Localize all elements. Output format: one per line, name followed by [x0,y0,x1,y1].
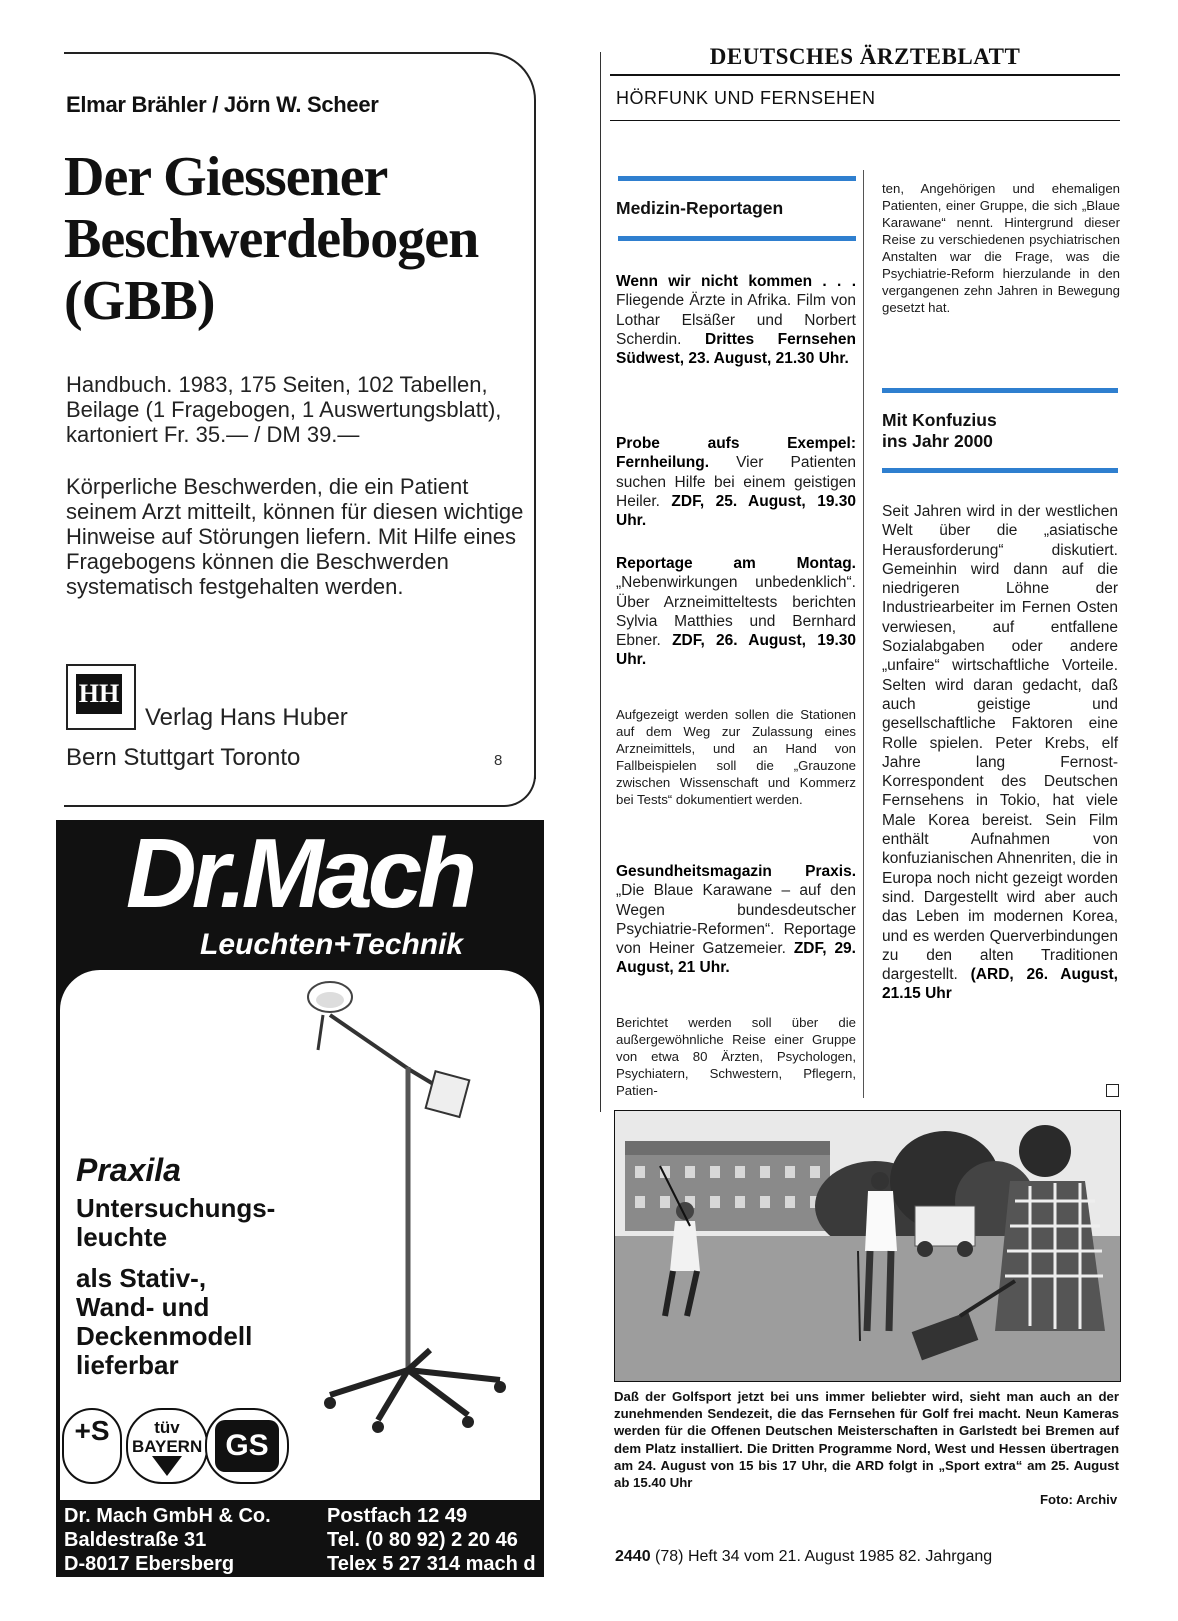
listing-title: Gesundheitsmagazin Praxis. [616,863,856,880]
listing-text: Fliegende Ärzte in Afrika. Film von Lothar Elsäßer und Norbert Scherdin. [616,292,856,348]
contact-line: Telex 5 27 314 mach d [327,1553,536,1575]
publisher-logo [66,664,136,730]
listing-schedule: ZDF, 29. August, 21 Uhr. [616,940,856,977]
safety-mark-icon [62,1408,122,1484]
page-footer [615,1548,992,1566]
book-specs: Handbuch. 1983, 175 Seiten, 102 Tabellen, Beilage (1 Fragebogen, 1 Auswertungsblatt), kartoniert Fr. 35.— / DM 39.— [66,372,502,447]
end-mark-icon [1106,1084,1119,1097]
feature-article [882,502,1118,1004]
column-heading [882,410,997,452]
product-availability [76,1264,336,1380]
listing-note: Berichtet werden soll über die außergewöhnliche Reise einer Gruppe von etwa 80 Ärzten, Psychologen, Psychiatern, Schwestern, Pflegern, Patien- [616,1015,856,1098]
listing-title: Wenn wir nicht kommen . . . [616,273,856,290]
masthead-rule [610,74,1120,76]
heading-rule [882,468,1118,473]
listing-text: „Die Blaue Karawane – auf den Wegen bundesdeutscher Psychiatrie-Reformen“. Reportage von Heiner Gatzemeier. [616,882,856,958]
section-label: HÖRFUNK UND FERNSEHEN [616,88,876,108]
tuv-triangle-icon [152,1456,182,1476]
page-divider [600,52,601,1112]
issue-info: (78) Heft 34 vom 21. August 1985 82. Jahrgang [650,1548,993,1565]
section-rule [610,120,1120,121]
listing-text: „Nebenwirkungen unbedenklich“. Über Arzneimitteltests berichten Sylvia Matthies und Bernhard Ebner. [616,574,856,650]
product-name: Praxila [76,1152,181,1188]
book-title-line: Beschwerdebogen [64,208,479,270]
heading-rule [618,236,856,241]
golf-photo [614,1110,1121,1382]
listing-text: Vier Patienten suchen Hilfe bei einem geistigen Heiler. [616,454,856,510]
book-authors: Elmar Brähler / Jörn W. Scheer [66,92,379,117]
book-description: Körperliche Beschwerden, die ein Patient seinem Arzt mitteilt, können für diesen wichtige Hinweise auf Störungen liefern. Mit Hilfe eines Fragebogens können die Beschwerden systematisch festgehalten werden. [66,474,524,599]
product-line: Untersuchungs- [76,1193,276,1223]
product-line: Deckenmodell [76,1321,253,1351]
listing-item [616,554,856,670]
mach-subtitle: Leuchten+Technik [200,928,464,961]
product-line: leuchte [76,1222,168,1252]
article-text: Seit Jahren wird in der westlichen Welt über die „asiatische Herausforderung“ diskutiert. Gemeinhin wird dann auf die niedrigeren Löhne der Industriearbeiter im Fernen Osten verwiesen, auf entfallene Sozialabgaben oder andere „unfaire“ wirtschaftliche Vorteile. Selten wird daran gedacht, daß auch geistige und gesellschaftliche Faktoren eine Rolle spielen. Peter Krebs, elf Jahre lang Fernost-Korrespondent des Deutschen Fernsehens in Tokio, hat viele Male Korea bereist. Sein Film enthält Aufnahmen von konfuzianischen Ahnenriten, die in Europa noch nicht gezeigt worden sind. Dargestellt wird aber auch das Leben im modernen Korea, und es werden Querverbindungen zu den alten Traditionen dargestellt. [882,503,1118,984]
publisher-name: Verlag Hans Huber [145,704,348,731]
mach-contact-info [327,1504,536,1576]
cert-label: +S [74,1415,110,1446]
photo-caption: Daß der Golfsport jetzt bei uns immer beliebter wird, sieht man auch an der zunehmenden Sendezeit, die das Fernsehen für Golf frei macht. Neun Kameras werden für die Offenen Deutschen Meisterschaften in Garlstedt bei Bremen auf dem Platz installiert. Die Dritten Programme Nord, West und Hessen übertragen am 24. August von 15 bis 17 Uhr, die ARD folgt in „Sport extra“ am 25. August ab 15.40 Uhr [614,1389,1119,1491]
product-line: lieferbar [76,1350,179,1380]
product-line: als Stativ-, [76,1263,207,1293]
heading-rule [882,388,1118,393]
listing-note: Aufgezeigt werden sollen die Stationen auf dem Weg zur Zulassung eines Arzneimittels, und an Hand von Fallbeispielen soll die „Grauzone zwischen Wissenschaft und Kommerz bei Tests“ dokumentiert werden. [616,707,856,807]
address-line: Dr. Mach GmbH & Co. [64,1505,271,1527]
product-line: Wand- und [76,1292,210,1322]
mach-company-address [64,1504,271,1576]
listing-title: Probe aufs Exempel: Fernheilung. [616,435,856,472]
mach-brand: Dr.Mach [125,818,473,928]
listing-item [616,272,856,368]
golf-scene-image [615,1111,1120,1381]
tuv-seal-icon [126,1408,208,1484]
publisher-cities: Bern Stuttgart Toronto [66,744,301,771]
address-line: Baldestraße 31 [64,1529,207,1551]
book-title-line: (GBB) [64,270,215,332]
product-description [76,1194,336,1252]
listing-item [616,862,856,978]
column-heading: Medizin-Reportagen [616,198,784,218]
book-title-line: Der Giessener [64,146,388,208]
listing-schedule: ZDF, 26. August, 19.30 Uhr. [616,632,856,669]
photo-credit: Foto: Archiv [1040,1492,1118,1507]
address-line: D-8017 Ebersberg [64,1553,235,1575]
listing-schedule: ZDF, 25. August, 19.30 Uhr. [616,492,856,530]
heading-rule [618,176,856,181]
heading-line: ins Jahr 2000 [882,431,993,451]
masthead: DEUTSCHES ÄRZTEBLATT [709,44,1021,69]
column-divider [863,170,864,1098]
cert-label: GS [215,1420,279,1472]
cert-label: tüv BAYERN [132,1418,203,1456]
heading-line: Mit Konfuzius [882,410,997,430]
contact-line: Tel. (0 80 92) 2 20 46 [327,1529,518,1551]
publisher-logo-mark: HH [76,674,122,714]
book-title [64,146,534,332]
book-ad-frame-bottom [64,775,536,807]
listing-schedule: Drittes Fernsehen Südwest, 23. August, 21.30 Uhr. [616,330,856,368]
page-number: 2440 [615,1548,651,1565]
listing-title: Reportage am Montag. [616,555,856,572]
contact-line: Postfach 12 49 [327,1505,468,1527]
ad-marker: 8 [494,752,503,769]
gs-seal-icon [205,1408,289,1484]
listing-item [616,434,856,530]
listing-note-continued: ten, Angehörigen und ehemaligen Patienten, einer Gruppe, die sich „Blaue Karawane“ nennt. Hintergrund dieser Reise zu verschiedenen psychiatrischen Anstalten war die Frage, was die Psychiatrie-Reform hierzulande in den vergangenen zehn Jahren in Bewegung gesetzt hat. [882,181,1120,315]
article-schedule: (ARD, 26. August, 21.15 Uhr [882,966,1118,1003]
